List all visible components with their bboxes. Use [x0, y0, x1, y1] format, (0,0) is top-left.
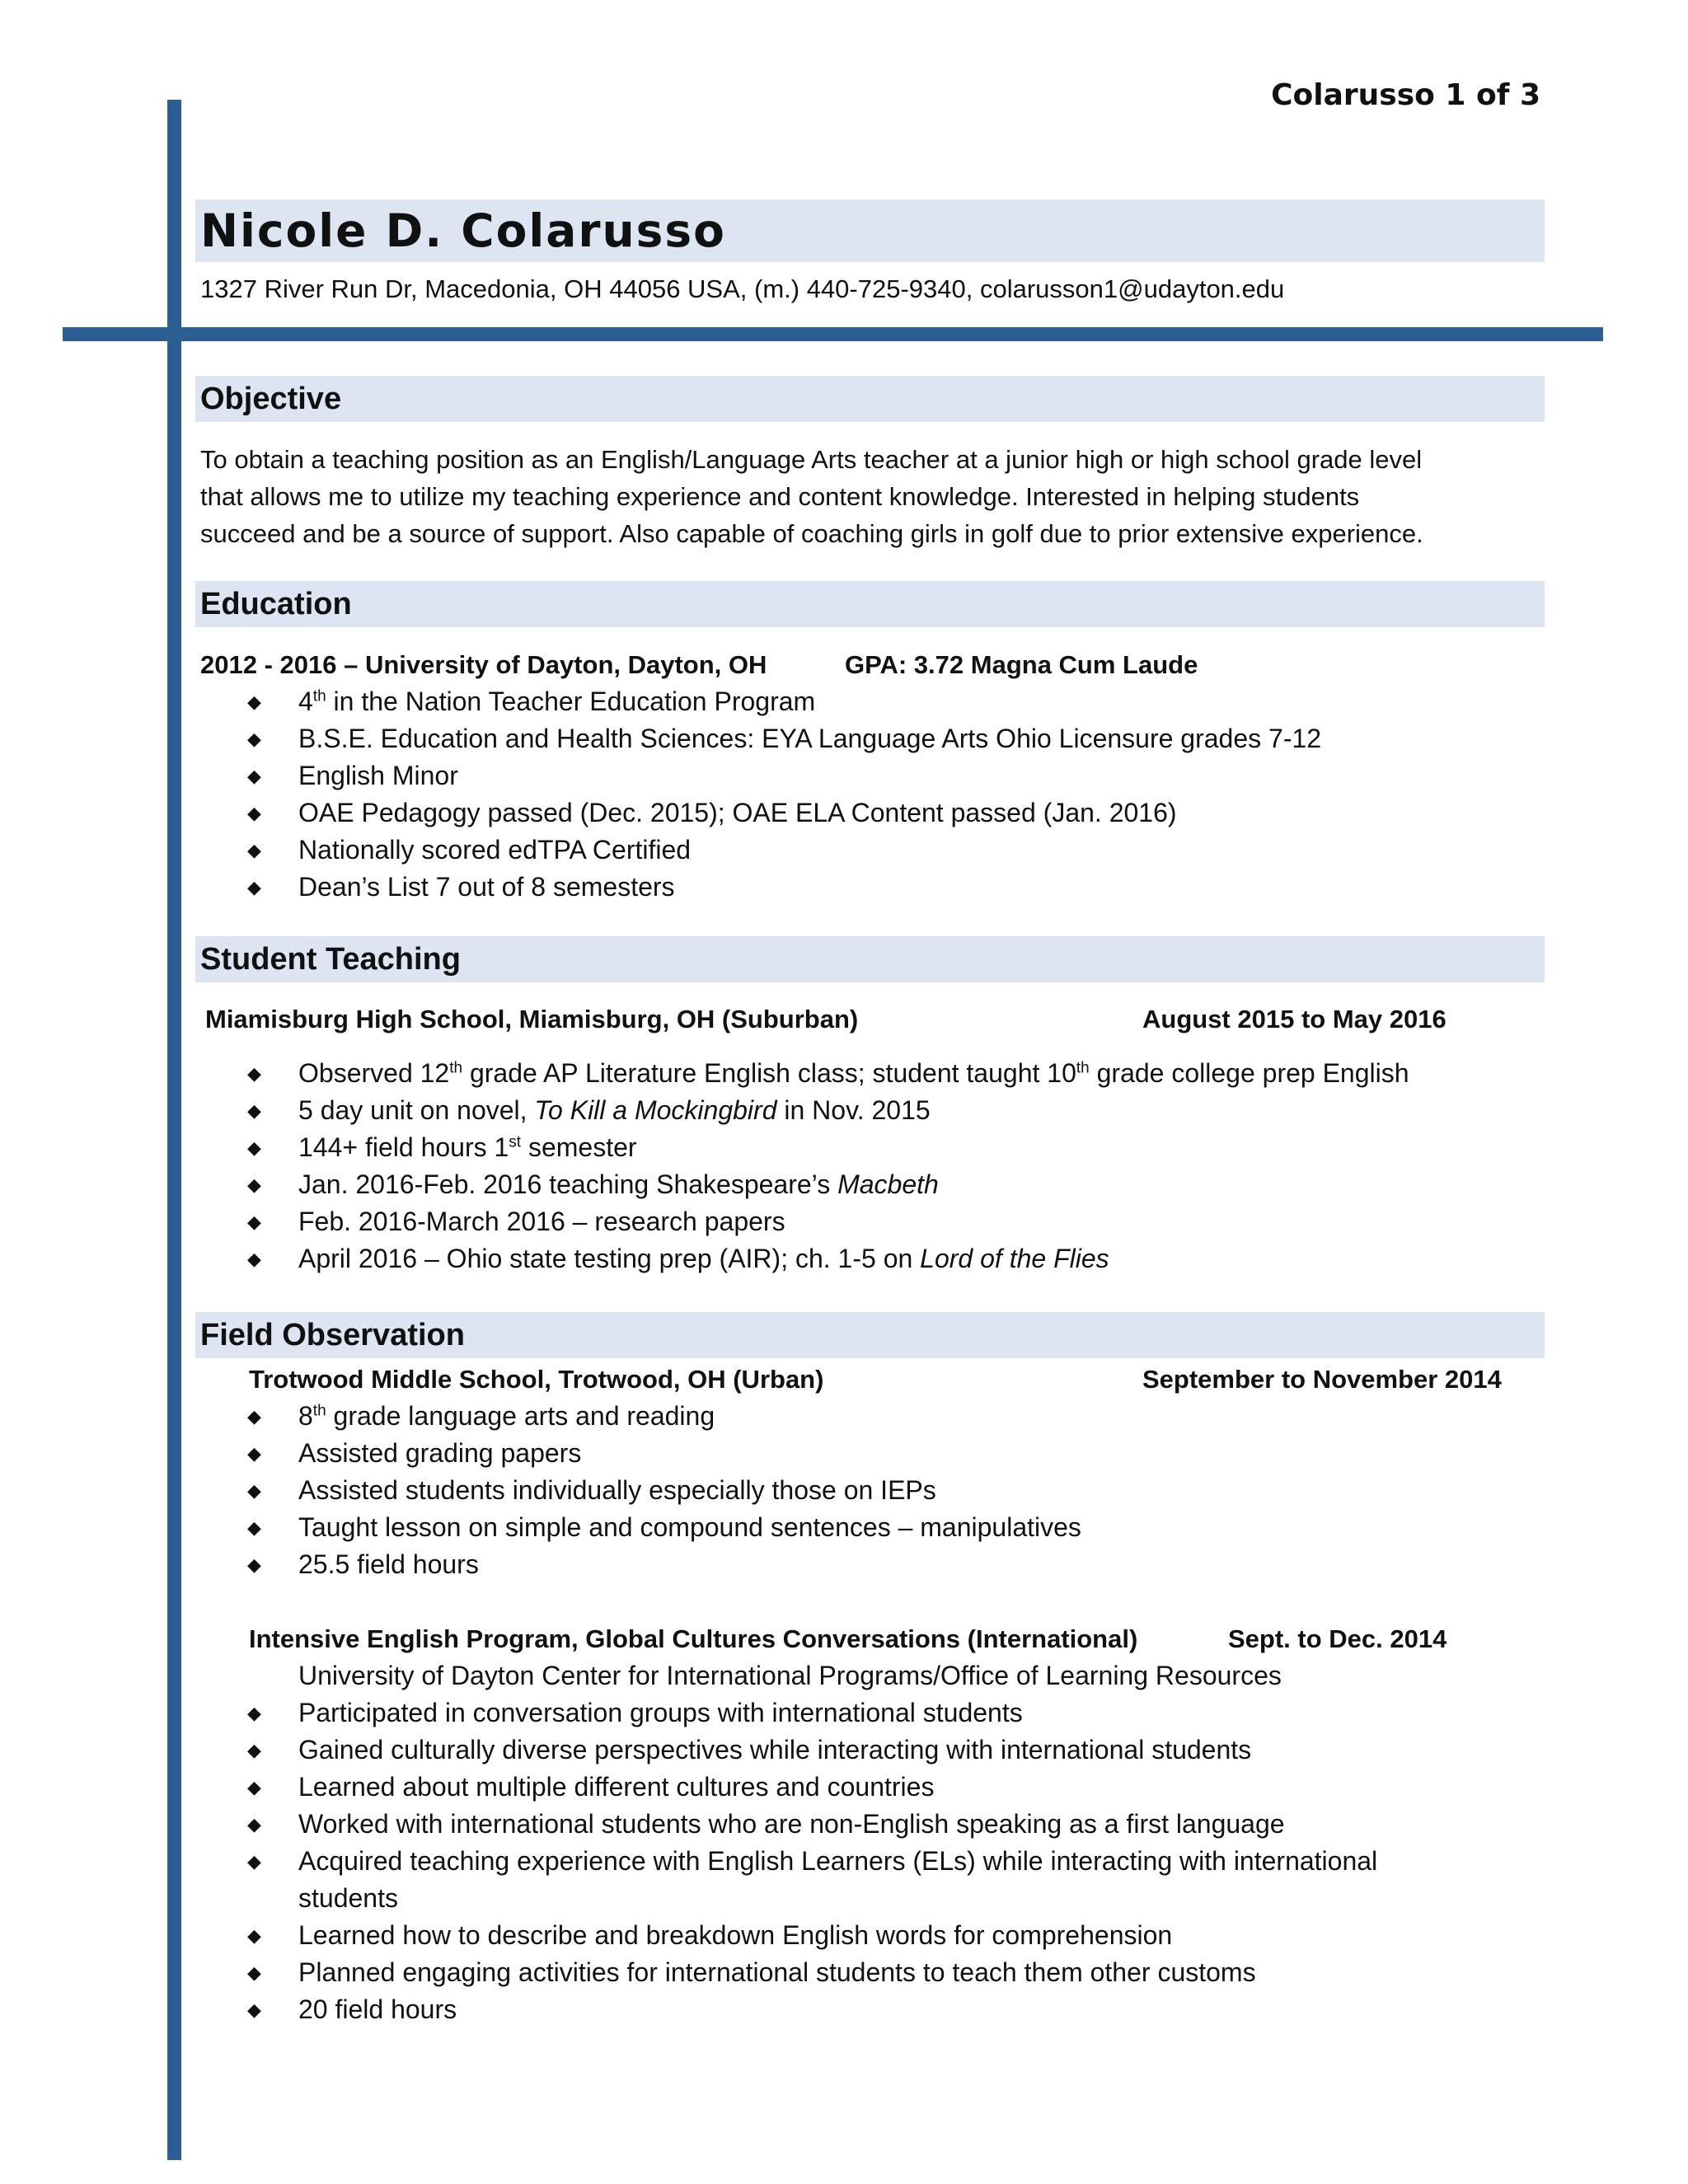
- diamond-bullet-icon: ◆: [247, 1212, 261, 1232]
- diamond-bullet-icon: ◆: [247, 1851, 261, 1872]
- trotwood-list: [247, 1398, 1081, 1583]
- student-teaching-heading: Student Teaching: [195, 936, 1545, 982]
- horizontal-accent-bar: [63, 327, 1603, 341]
- field-observation-heading: Field Observation: [195, 1312, 1545, 1358]
- candidate-name: Nicole D. Colarusso: [195, 199, 1545, 262]
- diamond-bullet-icon: ◆: [247, 1814, 261, 1835]
- list-item: ◆ Planned engaging activities for international students to teach them other customs: [247, 1954, 1377, 1991]
- diamond-bullet-icon: ◆: [247, 1962, 261, 1983]
- list-item: ◆ B.S.E. Education and Health Sciences: EYA Language Arts Ohio Licensure grades 7-12: [247, 720, 1321, 757]
- diamond-bullet-icon: ◆: [247, 1777, 261, 1797]
- diamond-bullet-icon: ◆: [247, 691, 261, 712]
- objective-line: To obtain a teaching position as an English/Language Arts teacher at a junior high or high school grade level: [200, 445, 1423, 474]
- list-item: ◆ Gained culturally diverse perspectives while interacting with international students: [247, 1732, 1377, 1769]
- list-item-continuation: students: [298, 1883, 398, 1913]
- iep-dates: Sept. to Dec. 2014: [1228, 1624, 1447, 1653]
- list-item: ◆ 144+ field hours 1st semester: [247, 1129, 1409, 1166]
- list-item: ◆ 20 field hours: [247, 1991, 1377, 2028]
- diamond-bullet-icon: ◆: [247, 1703, 261, 1723]
- diamond-bullet-icon: ◆: [247, 1925, 261, 1946]
- diamond-bullet-icon: ◆: [247, 729, 261, 749]
- education-list: [247, 683, 1321, 906]
- student-teaching-school: Miamisburg High School, Miamisburg, OH (Suburban): [205, 1005, 859, 1033]
- diamond-bullet-icon: ◆: [247, 1740, 261, 1760]
- list-item: ◆ Worked with international students who are non-English speaking as a first language: [247, 1806, 1377, 1843]
- list-item: ◆ Feb. 2016-March 2016 – research papers: [247, 1203, 1409, 1240]
- contact-info: 1327 River Run Dr, Macedonia, OH 44056 USA, (m.) 440-725-9340, colarusson1@udayton.edu: [200, 274, 1285, 303]
- diamond-bullet-icon: ◆: [247, 803, 261, 823]
- education-school: 2012 - 2016 – University of Dayton, Dayton, OH: [200, 650, 767, 679]
- objective-heading: Objective: [195, 376, 1545, 422]
- objective-line: that allows me to utilize my teaching experience and content knowledge. Interested in helping students: [200, 482, 1360, 511]
- list-item: ◆ OAE Pedagogy passed (Dec. 2015); OAE ELA Content passed (Jan. 2016): [247, 794, 1321, 832]
- list-item: ◆ Assisted grading papers: [247, 1435, 1081, 1472]
- diamond-bullet-icon: ◆: [247, 1100, 261, 1121]
- list-item: ◆ Participated in conversation groups with international students: [247, 1694, 1377, 1732]
- objective-line: succeed and be a source of support. Also capable of coaching girls in golf due to prior extensive experience.: [200, 519, 1423, 548]
- diamond-bullet-icon: ◆: [247, 1443, 261, 1464]
- diamond-bullet-icon: ◆: [247, 766, 261, 786]
- list-item: ◆ Learned about multiple different cultures and countries: [247, 1769, 1377, 1806]
- iep-program: Intensive English Program, Global Cultures Conversations (International): [249, 1624, 1138, 1653]
- diamond-bullet-icon: ◆: [247, 1406, 261, 1427]
- list-item: ◆ April 2016 – Ohio state testing prep (AIR); ch. 1-5 on Lord of the Flies: [247, 1240, 1409, 1277]
- diamond-bullet-icon: ◆: [247, 1249, 261, 1269]
- list-item: ◆ Assisted students individually especially those on IEPs: [247, 1472, 1081, 1509]
- education-gpa: GPA: 3.72 Magna Cum Laude: [845, 650, 1198, 679]
- trotwood-school: Trotwood Middle School, Trotwood, OH (Urban): [249, 1365, 824, 1394]
- iep-subtitle: University of Dayton Center for International Programs/Office of Learning Resources: [298, 1661, 1282, 1690]
- list-item: ◆ Acquired teaching experience with English Learners (ELs) while interacting with international: [247, 1843, 1377, 1880]
- student-teaching-dates: August 2015 to May 2016: [1142, 1005, 1447, 1033]
- diamond-bullet-icon: ◆: [247, 1517, 261, 1538]
- trotwood-dates: September to November 2014: [1142, 1365, 1502, 1394]
- diamond-bullet-icon: ◆: [247, 877, 261, 898]
- list-item: ◆ Learned how to describe and breakdown English words for comprehension: [247, 1917, 1377, 1954]
- education-heading: Education: [195, 581, 1545, 627]
- objective-text: [200, 441, 1544, 552]
- diamond-bullet-icon: ◆: [247, 1554, 261, 1575]
- list-item: ◆ 25.5 field hours: [247, 1546, 1081, 1583]
- diamond-bullet-icon: ◆: [247, 1480, 261, 1501]
- list-item: ◆ Dean’s List 7 out of 8 semesters: [247, 869, 1321, 906]
- page-number: Colarusso 1 of 3: [1271, 78, 1540, 112]
- list-item: ◆ 5 day unit on novel, To Kill a Mockingbird in Nov. 2015: [247, 1092, 1409, 1129]
- vertical-accent-bar: [167, 100, 181, 2160]
- diamond-bullet-icon: ◆: [247, 1174, 261, 1195]
- list-item: ◆ English Minor: [247, 757, 1321, 794]
- diamond-bullet-icon: ◆: [247, 1137, 261, 1158]
- student-teaching-list: [247, 1055, 1409, 1277]
- list-item: ◆ Jan. 2016-Feb. 2016 teaching Shakespeare’s Macbeth: [247, 1166, 1409, 1203]
- list-item: ◆ 4th in the Nation Teacher Education Program: [247, 683, 1321, 720]
- list-item: ◆ 8th grade language arts and reading: [247, 1398, 1081, 1435]
- diamond-bullet-icon: ◆: [247, 840, 261, 860]
- iep-list: [247, 1657, 1377, 2028]
- list-item: ◆ Taught lesson on simple and compound sentences – manipulatives: [247, 1509, 1081, 1546]
- diamond-bullet-icon: ◆: [247, 1063, 261, 1084]
- list-item: ◆ Nationally scored edTPA Certified: [247, 832, 1321, 869]
- list-item: ◆ Observed 12th grade AP Literature English class; student taught 10th grade college prep English: [247, 1055, 1409, 1092]
- diamond-bullet-icon: ◆: [247, 1999, 261, 2020]
